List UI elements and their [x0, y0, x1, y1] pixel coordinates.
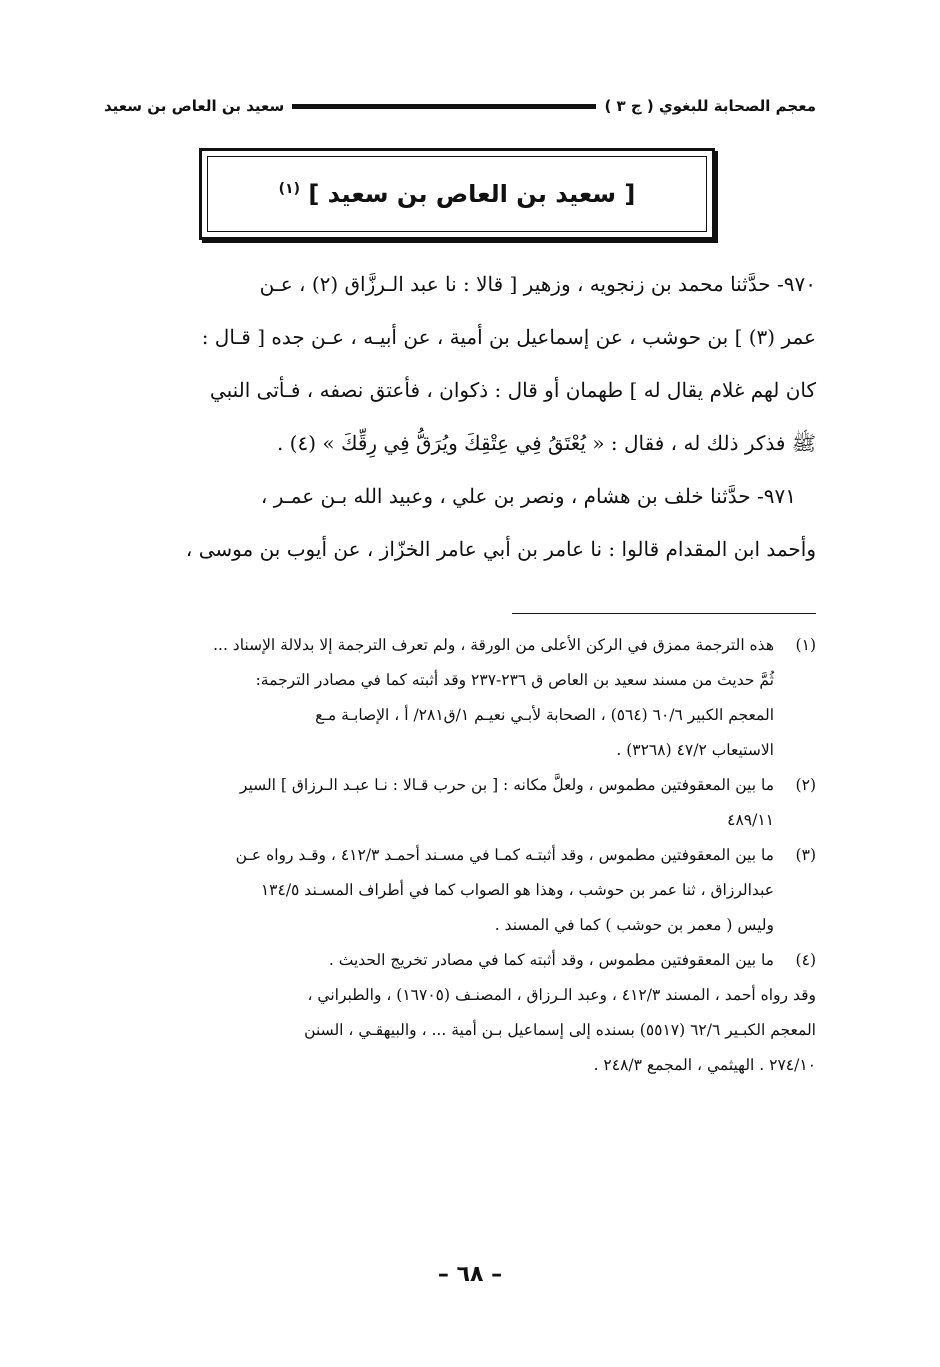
- footnote-line: ٢٧٤/١٠ . الهيثمي ، المجمع ٢٤٨/٣ .: [593, 1056, 816, 1074]
- footnote-body: [104, 628, 774, 768]
- footnote-body: [104, 943, 816, 1083]
- footnote-line: ما بين المعقوفتين مطموس ، ولعلَّ مكانه : [ بن حرب قـالا : نـا عبـد الـرزاق ] السير: [239, 776, 774, 794]
- footnotes: [104, 628, 816, 1083]
- footnote: [104, 768, 816, 838]
- header-rule: [292, 104, 596, 109]
- entry-title-note-ref: (١): [278, 181, 300, 197]
- running-header: [104, 92, 816, 120]
- footnote-line: وقد رواه أحمد ، المسند ٤١٢/٣ ، وعبد الـرزاق ، المصنـف (١٦٧٠٥) ، والطبراني ،: [307, 986, 816, 1004]
- header-book-title: معجم الصحابة للبغوي ( ج ٣ ): [604, 97, 816, 115]
- body-line: عمر (٣) ] بن حوشب ، عن إسماعيل بن أمية ، عن أبيـه ، عـن جده [ قـال :: [201, 325, 816, 349]
- footnote-line: المعجم الكبـير ٦٢/٦ (٥٥١٧) بسنده إلى إسماعيل بـن أمية ... ، والبيهقـي ، السنن: [304, 1021, 816, 1039]
- entry-title: [279, 180, 636, 208]
- body-line: ٩٧٠- حدَّثنا محمد بن زنجويه ، وزهير [ قالا : نا عبد الـرزَّاق (٢) ، عـن: [259, 272, 816, 296]
- footnote: [104, 943, 816, 1083]
- footnote-line: ما بين المعقوفتين مطموس ، وقد أثبته كما في مصادر تخريج الحديث .: [328, 951, 774, 969]
- footnote: [104, 838, 816, 943]
- footnote-line: المعجم الكبير ٦٠/٦ (٥٦٤) ، الصحابة لأبـي نعيـم ١/ق٢٨١/ أ ، الإصابـة مـع: [315, 706, 774, 724]
- footnote-line: هذه الترجمة ممزق في الركن الأعلى من الورقة ، ولم تعرف الترجمة إلا بدلالة الإسناد ...: [213, 636, 774, 654]
- body-line: كان لهم غلام يقال له ] طهمان أو قال : ذكوان ، فأعتق نصفه ، فـأتى النبي: [209, 378, 816, 402]
- footnote-line: ثُمَّ حديث من مسند سعيد بن العاص ق ٢٣٦-٢٣٧ وقد أثبته كما في مصادر الترجمة:: [255, 671, 774, 689]
- footnote-line: الاستيعاب ٤٧/٢ (٣٢٦٨) .: [616, 741, 774, 759]
- footnote-number: (٤): [795, 951, 816, 969]
- body-line: ﷺ فذكر ذلك له ، فقال : « يُعْتَقُ فِي عِتْقِكَ ويُرَقُّ فِي رِقِّكَ » (٤) .: [276, 431, 816, 455]
- footnote-line: وليس ( معمر بن حوشب ) كما في المسند .: [494, 916, 774, 934]
- header-entry-title: سعيد بن العاص بن سعيد: [104, 97, 285, 115]
- footnote-line: ٤٨٩/١١: [727, 811, 774, 829]
- footnote-number: (٣): [795, 846, 816, 864]
- footnote: [104, 628, 816, 768]
- footnote-line: ما بين المعقوفتين مطموس ، وقد أثبتـه كمـا في مسـند أحمـد ٤١٢/٣ ، وقـد رواه عـن: [235, 846, 774, 864]
- main-text: [104, 258, 816, 576]
- entry-title-box: [199, 148, 715, 240]
- body-line: ٩٧١- حدَّثنا خلف بن هشام ، ونصر بن علي ، وعبيد الله بـن عمـر ،: [260, 484, 796, 508]
- footnote-number: (١): [795, 636, 816, 654]
- entry-title-text: [ سعيد بن العاص بن سعيد ]: [308, 180, 636, 208]
- footnote-line: عبدالرزاق ، ثنا عمر بن حوشب ، وهذا هو الصواب كما في أطراف المسـند ١٣٤/٥: [260, 881, 774, 899]
- footnote-body: [104, 768, 774, 838]
- footnote-body: [104, 838, 774, 943]
- footnote-number: (٢): [795, 776, 816, 794]
- body-line: وأحمد ابن المقدام قالوا : نا عامر بن أبي عامر الخزّاز ، عن أيوب بن موسى ،: [185, 537, 816, 561]
- page-number: – ٦٨ –: [437, 1262, 503, 1287]
- footnote-separator: [512, 613, 816, 614]
